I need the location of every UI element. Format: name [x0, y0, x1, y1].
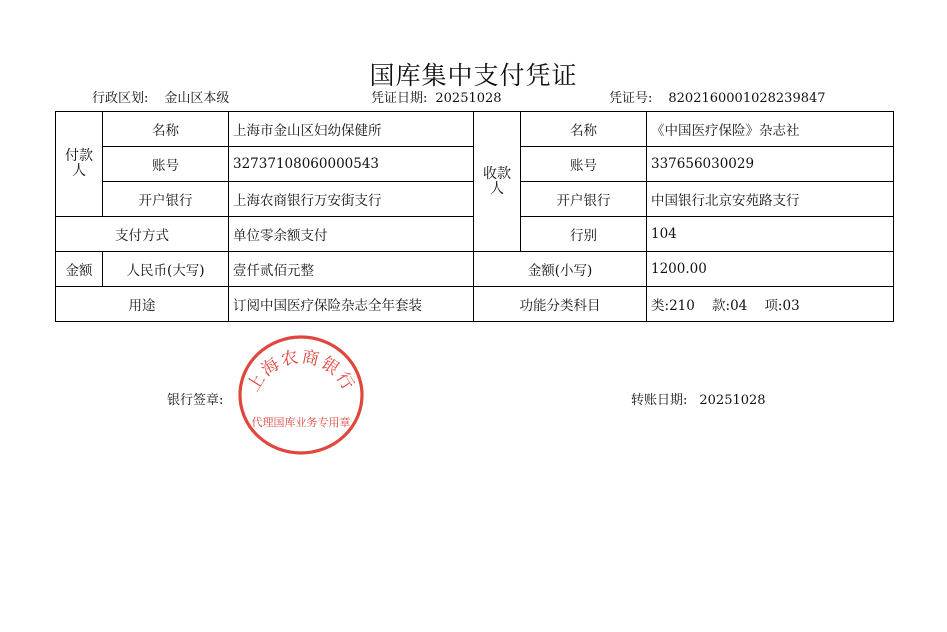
payment-method-value: 单位零余额支付 [229, 217, 474, 252]
voucher-number-field [609, 87, 826, 106]
transfer-date-value: 20251028 [699, 393, 766, 408]
payment-method-label: 支付方式 [56, 217, 229, 252]
region-field [92, 87, 229, 106]
voucher-date-field [371, 87, 502, 106]
lei-value: 210 [669, 298, 695, 314]
amount-lower-label: 金额(小写) [474, 252, 647, 287]
voucher-date-label: 凭证日期: [371, 91, 428, 106]
voucher-number-label: 凭证号: [609, 91, 653, 106]
transfer-date-label: 转账日期: [631, 393, 688, 408]
voucher-date-value: 20251028 [435, 91, 502, 106]
payer-account-value: 32737108060000543 [229, 147, 474, 182]
xiang-value: 03 [782, 298, 800, 314]
bank-type-label: 行别 [521, 217, 647, 252]
payee-account-value: 337656030029 [647, 147, 894, 182]
payee-account-label: 账号 [521, 147, 647, 182]
purpose-value: 订阅中国医疗保险杂志全年套装 [229, 287, 474, 322]
purpose-label: 用途 [56, 287, 229, 322]
payee-group-label: 收款人 [474, 112, 521, 252]
amount-upper-value: 壹仟贰佰元整 [229, 252, 474, 287]
payee-name-value: 《中国医疗保险》杂志社 [647, 112, 894, 147]
lei-label: 类: [651, 298, 670, 314]
payer-bank-label: 开户银行 [103, 182, 229, 217]
amount-label: 金额 [56, 252, 103, 287]
svg-text:上海农商银行 [243, 347, 358, 395]
seal-bottom-text: 代理国库业务专用章 [251, 416, 351, 429]
payee-bank-value: 中国银行北京安苑路支行 [647, 182, 894, 217]
kuan-label: 款: [712, 298, 731, 314]
region-label: 行政区划: [92, 91, 149, 106]
bank-sign-label: 银行签章: [167, 393, 224, 408]
function-class-label: 功能分类科目 [474, 287, 647, 322]
table-row [56, 287, 894, 322]
payee-bank-label: 开户银行 [521, 182, 647, 217]
function-class-value [647, 287, 894, 322]
region-value: 金山区本级 [164, 91, 230, 106]
transfer-date-field [631, 389, 766, 408]
voucher-number-value: 8202160001028239847 [668, 91, 826, 106]
payee-name-label: 名称 [521, 112, 647, 147]
voucher-title: 国库集中支付凭证 [369, 61, 578, 90]
kuan-value: 04 [730, 298, 748, 314]
amount-upper-label: 人民币(大写) [103, 252, 229, 287]
xiang-label: 项: [764, 298, 783, 314]
payer-group-label: 付款人 [56, 112, 103, 217]
voucher-table [55, 111, 894, 322]
seal-top-text: 上海农商银行 [243, 346, 359, 396]
bank-seal-stamp [237, 334, 365, 456]
table-row [56, 252, 894, 287]
bank-type-value: 104 [647, 217, 894, 252]
payer-name-label: 名称 [103, 112, 229, 147]
table-row [56, 112, 894, 147]
payer-bank-value: 上海农商银行万安街支行 [229, 182, 474, 217]
amount-lower-value: 1200.00 [647, 252, 894, 287]
payer-name-value: 上海市金山区妇幼保健所 [229, 112, 474, 147]
payer-account-label: 账号 [103, 147, 229, 182]
